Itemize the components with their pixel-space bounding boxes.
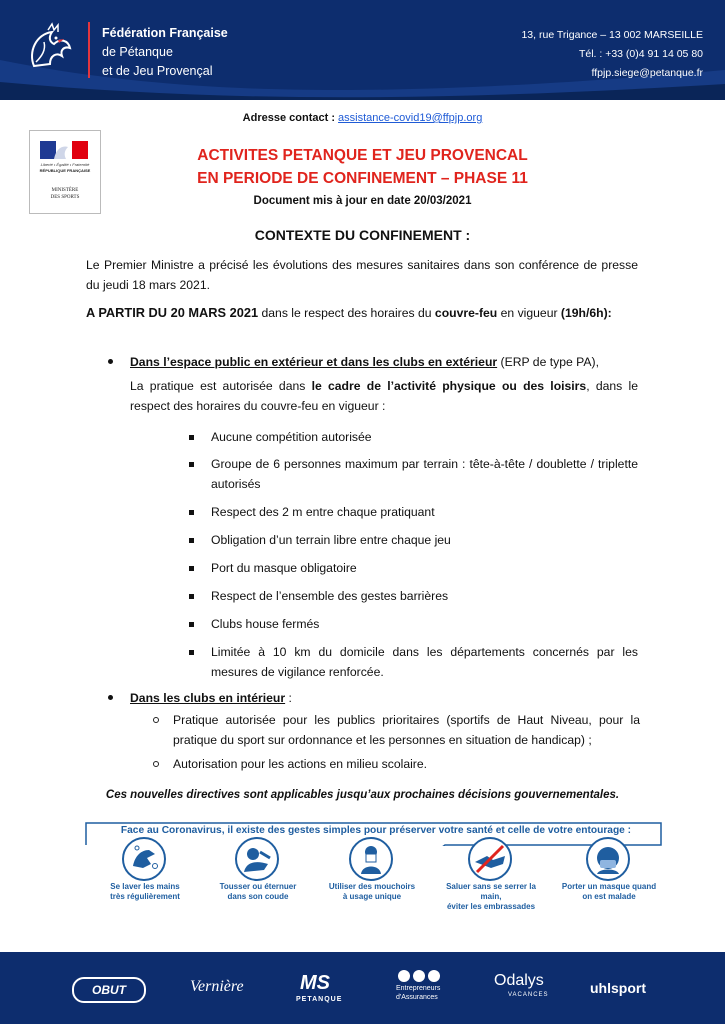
curfew-word: couvre-feu [434,306,498,320]
list-item: Respect des 2 m entre chaque pratiquant [211,505,435,519]
square-bullet [189,650,194,655]
start-date-text1: dans le respect des horaires du [258,306,435,320]
ministry-name-line1: MINISTÈRE [51,188,79,193]
square-bullet [189,462,194,467]
section1-paragraph-bold: le cadre de l’activité physique ou des loisirs [311,379,587,393]
federation-name-line1: Fédération Française [102,26,228,40]
gesture-caption [436,882,546,912]
section1-paragraph [130,376,638,416]
maa-logo-line1: Entrepreneurs [396,985,441,992]
gesture-caption [554,882,664,902]
list-item: Respect de l’ensemble des gestes barrières [211,589,449,603]
section1-heading [130,352,650,372]
gesture-caption [203,882,313,902]
odalys-logo-sub: VACANCES [508,992,549,998]
ministry-name-line2: DES SPORTS [50,195,80,200]
section1-paragraph-text1: La pratique est autorisée dans [130,379,312,393]
hand-wash-icon [121,836,167,882]
gesture-caption-line2: très régulièrement [110,892,180,901]
ministry-motto: Liberté • Égalité • Fraternité [40,162,90,167]
odalys-logo-text: Odalys [494,972,544,989]
tissue-icon [348,836,394,882]
federation-name [102,24,228,81]
ms-petanque-logo [296,972,346,1008]
maa-logo [392,968,452,1012]
section1-title: Dans l’espace public en extérieur et dans les clubs en extérieur [130,355,498,369]
contact-email-link[interactable]: assistance-covid19@ffpjp.org [338,112,483,124]
list-item: Limitée à 10 km du domicile dans les départements concernés par les mesures de vigilance renforcée. [211,645,638,679]
mask-icon [585,836,631,882]
square-bullet [189,566,194,571]
federation-name-line2: de Pétanque [102,45,173,59]
no-handshake-icon [467,836,513,882]
gesture-caption-line1: Tousser ou éternuer [219,882,297,891]
gesture-caption [90,882,200,902]
document-title-line1: ACTIVITES PETANQUE ET JEU PROVENCAL [197,147,528,164]
section2-suffix: : [285,691,292,705]
list-item: Groupe de 6 personnes maximum par terrain : tête-à-tête / doublette / triplette autorisés [211,457,638,491]
document-update-date: Document mis à jour en date 20/03/2021 [253,195,472,207]
contact-line [0,112,725,124]
header-divider [88,22,90,78]
section2-heading [130,688,530,708]
header-email[interactable]: ffpjp.siege@petanque.fr [591,67,703,79]
gesture-caption-line2: on est malade [582,892,636,901]
gesture-caption-line1: Se laver les mains [110,882,180,891]
maa-circles-icon [398,970,410,982]
header-contact-block [521,26,703,83]
obut-logo-text: OBUT [92,983,126,997]
square-bullet [189,510,194,515]
final-note: Ces nouvelles directives sont applicables jusqu’aux prochaines décisions gouvernementales. [105,789,620,801]
sponsor-footer [0,952,725,1024]
gesture-caption-line1: Porter un masque quand [561,882,657,891]
curfew-hours: (19h/6h): [560,306,612,320]
header-address: 13, rue Trigance – 13 002 MARSEILLE [521,29,703,41]
page-header [0,0,725,100]
section2-title: Dans les clubs en intérieur [130,691,286,705]
list-item: Port du masque obligatoire [211,561,357,575]
ms-logo-sub: PETANQUE [296,996,343,1003]
context-heading: CONTEXTE DU CONFINEMENT : [254,227,471,243]
corona-banner-text: Face au Coronavirus, il existe des gestes simples pour préserver votre santé et celle de votre entourage : [120,825,632,836]
list-item: Obligation d’un terrain libre entre chaque jeu [211,533,451,547]
document-title-line2: EN PERIODE DE CONFINEMENT – PHASE 11 [197,170,528,187]
gesture-caption-line1: Utiliser des mouchoirs [328,882,416,891]
ministry-name [34,187,96,201]
square-bullet [189,622,194,627]
ms-logo-text: MS [300,972,330,994]
list-item: Pratique autorisée pour les publics prioritaires (sportifs de Haut Niveau, pour la pratique du sport sur ordonnance et les personnes en situation de handicap) ; [173,713,640,747]
list-item: Aucune compétition autorisée [211,430,372,444]
cough-elbow-icon [234,836,280,882]
gesture-caption-line2: éviter les embrassades [446,902,536,911]
gesture-caption-line2: dans son coude [227,892,289,901]
gesture-caption [317,882,427,902]
marianne-flag-icon [40,141,88,159]
start-date: A PARTIR DU 20 MARS 2021 [86,305,259,320]
start-date-paragraph [86,303,646,323]
odalys-logo [494,972,554,1006]
bullet-dot [108,359,113,364]
ministry-republic: RÉPUBLIQUE FRANÇAISE [39,168,91,173]
circle-bullet [153,717,159,723]
uhlsport-logo: uhlsport [590,980,646,996]
circle-bullet [153,761,159,767]
square-bullet [189,435,194,440]
contact-label: Adresse contact : [242,112,339,124]
section1-paragraph-text2: , dans le respect des horaires du couvre-feu en vigueur : [130,379,638,413]
ministry-of-sports-logo [29,130,101,214]
square-bullet [189,538,194,543]
square-bullet [189,594,194,599]
federation-name-line3: et de Jeu Provençal [102,64,213,78]
gesture-caption-line2: à usage unique [342,892,402,901]
list-item: Clubs house fermés [211,617,320,631]
verniere-logo: Vernière [190,978,244,995]
start-date-text2: en vigueur [497,306,561,320]
maa-circles-icon [413,970,425,982]
obut-logo [72,977,146,1003]
gesture-caption-line1: Saluer sans se serrer la main, [446,882,536,901]
maa-circles-icon [428,970,440,982]
ffpjp-rooster-logo-icon [22,22,74,76]
section1-suffix: (ERP de type PA), [497,355,599,369]
bullet-dot [108,695,113,700]
intro-paragraph: Le Premier Ministre a précisé les évolutions des mesures sanitaires dans son conférence de presse du jeudi 18 mars 2021. [86,258,638,292]
header-phone: Tél. : +33 (0)4 91 14 05 80 [578,48,703,60]
list-item: Autorisation pour les actions en milieu scolaire. [173,757,428,771]
maa-logo-line2: d'Assurances [396,994,438,1001]
